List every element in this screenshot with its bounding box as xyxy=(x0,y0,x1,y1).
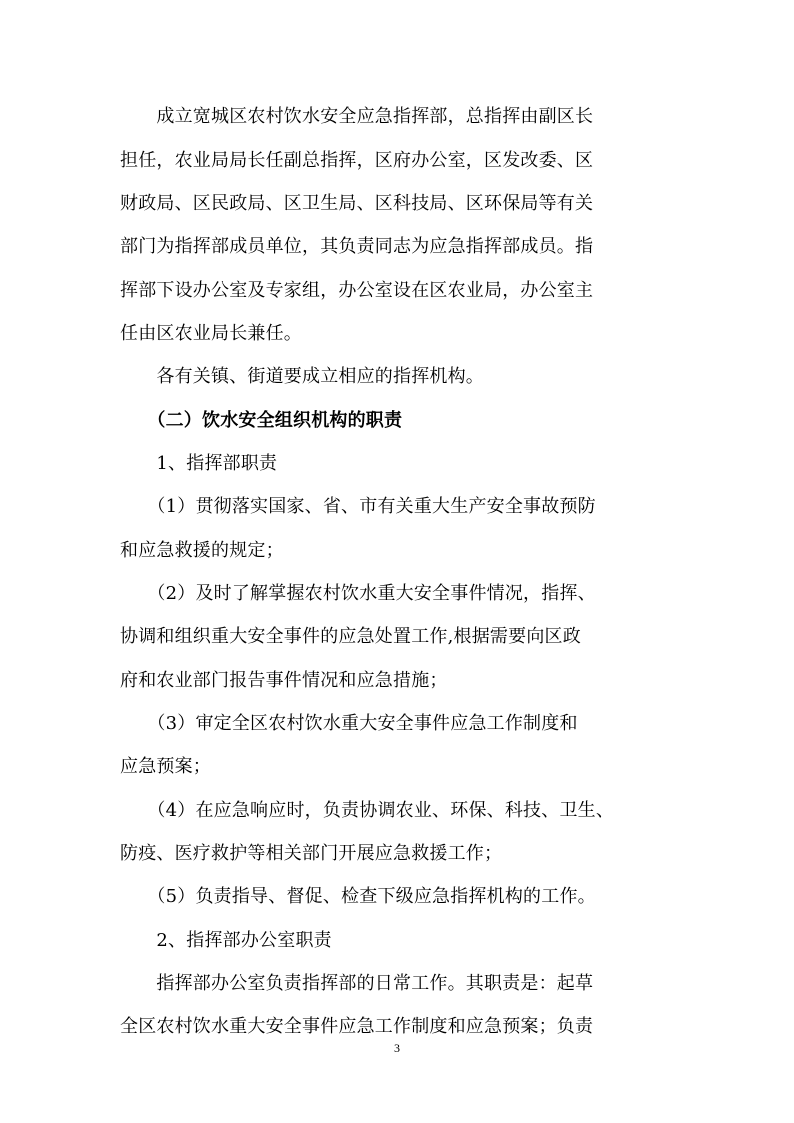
paragraph-line: 担任，农业局局长任副总指挥，区府办公室，区发改委、区 xyxy=(120,150,594,171)
paragraph-line: 和应急救援的规定； xyxy=(120,540,284,561)
paragraph-line: 协调和组织重大安全事件的应急处置工作,根据需要向区政 xyxy=(120,626,581,647)
paragraph-line: （2）及时了解掌握农村饮水重大安全事件情况，指挥、 xyxy=(120,583,596,604)
paragraph-line: 指挥部办公室负责指挥部的日常工作。其职责是：起草 xyxy=(120,973,594,994)
paragraph-line: （1）贯彻落实国家、省、市有关重大生产安全事故预防 xyxy=(120,496,596,517)
subsection-heading: 1、指挥部职责 xyxy=(120,453,278,474)
subsection-heading: 2、指挥部办公室职责 xyxy=(120,930,332,951)
paragraph-line: 部门为指挥部成员单位，其负责同志为应急指挥部成员。指 xyxy=(120,236,594,257)
paragraph-line: 府和农业部门报告事件情况和应急措施； xyxy=(120,670,448,691)
paragraph-line: 应急预案； xyxy=(120,756,211,777)
paragraph-line: 任由区农业局长兼任。 xyxy=(120,323,302,344)
paragraph-line: （4）在应急响应时，负责协调农业、环保、科技、卫生、 xyxy=(120,800,615,821)
paragraph-line: （3）审定全区农村饮水重大安全事件应急工作制度和 xyxy=(120,713,578,734)
paragraph-line: （5）负责指导、督促、检查下级应急指挥机构的工作。 xyxy=(120,886,596,907)
page-number: 3 xyxy=(394,1041,400,1055)
paragraph-line: 挥部下设办公室及专家组，办公室设在区农业局，办公室主 xyxy=(120,280,594,301)
section-heading: （二）饮水安全组织机构的职责 xyxy=(120,410,403,431)
paragraph-line: 各有关镇、街道要成立相应的指挥机构。 xyxy=(120,366,484,387)
paragraph-line: 财政局、区民政局、区卫生局、区科技局、区环保局等有关 xyxy=(120,193,594,214)
paragraph-line: 防疫、医疗救护等相关部门开展应急救援工作； xyxy=(120,843,503,864)
paragraph-line: 成立宽城区农村饮水安全应急指挥部，总指挥由副区长 xyxy=(120,106,594,127)
paragraph-line: 全区农村饮水重大安全事件应急工作制度和应急预案；负责 xyxy=(120,1016,594,1037)
